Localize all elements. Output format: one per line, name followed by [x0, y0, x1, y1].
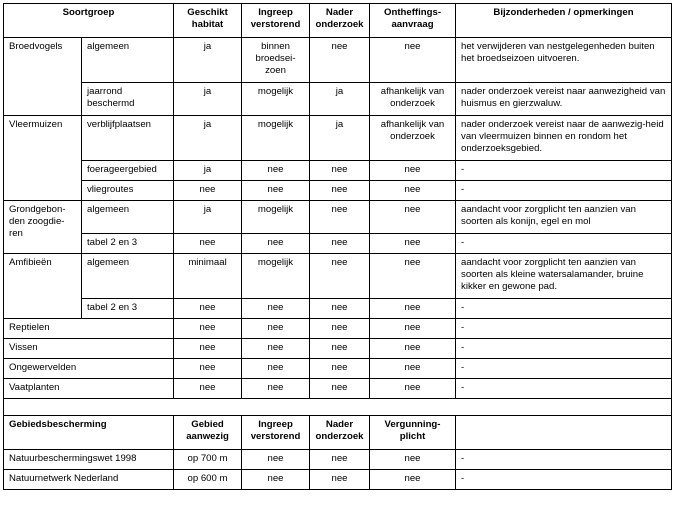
remark-cell: - — [456, 470, 672, 490]
ingreep-cell: nee — [242, 299, 310, 319]
remark-cell: - — [456, 234, 672, 254]
ingreep-cell: nee — [242, 379, 310, 399]
spacer-cell — [4, 399, 672, 416]
table-row — [4, 116, 672, 161]
habitat-cell: ja — [174, 201, 242, 234]
onderzoek-cell: nee — [310, 161, 370, 181]
ingreep-cell: nee — [242, 450, 310, 470]
table-row — [4, 379, 672, 399]
table-row — [4, 161, 672, 181]
table-row — [4, 359, 672, 379]
ontheffing-cell: afhankelijk van onderzoek — [370, 116, 456, 161]
subgroup-cell: algemeen — [82, 38, 174, 83]
remark-cell: - — [456, 359, 672, 379]
header-ingreep-verstorend-2: Ingreep verstorend — [242, 416, 310, 450]
ingreep-cell: binnen broedsei-zoen — [242, 38, 310, 83]
table-row — [4, 234, 672, 254]
ingreep-cell: nee — [242, 181, 310, 201]
vergunning-cell: nee — [370, 470, 456, 490]
group-amfibieen: Amfibieën — [4, 254, 82, 319]
header-nader-onderzoek: Nader onderzoek — [310, 4, 370, 38]
habitat-cell: nee — [174, 359, 242, 379]
remark-cell: aandacht voor zorgplicht ten aanzien van soorten als kleine watersalamander, bruine kikker en gewone pad. — [456, 254, 672, 299]
header-vergunningplicht: Vergunning-plicht — [370, 416, 456, 450]
subgroup-cell: tabel 2 en 3 — [82, 234, 174, 254]
ingreep-cell: nee — [242, 319, 310, 339]
remark-cell: nader onderzoek vereist naar aanwezigheid van huismus en gierzwaluw. — [456, 83, 672, 116]
group-reptielen: Reptielen — [4, 319, 174, 339]
ontheffing-cell: nee — [370, 254, 456, 299]
remark-cell: - — [456, 379, 672, 399]
table-row — [4, 339, 672, 359]
onderzoek-cell: nee — [310, 379, 370, 399]
habitat-cell: nee — [174, 379, 242, 399]
vergunning-cell: nee — [370, 450, 456, 470]
group-vaatplanten: Vaatplanten — [4, 379, 174, 399]
table-row — [4, 201, 672, 234]
remark-cell: nader onderzoek vereist naar de aanwezig-heid van vleermuizen binnen en rondom het onderzoeksgebied. — [456, 116, 672, 161]
table-row — [4, 450, 672, 470]
onderzoek-cell: ja — [310, 83, 370, 116]
ontheffing-cell: nee — [370, 161, 456, 181]
ingreep-cell: nee — [242, 359, 310, 379]
header-gebiedsbescherming: Gebiedsbescherming — [4, 416, 174, 450]
remark-cell: - — [456, 299, 672, 319]
subgroup-cell: tabel 2 en 3 — [82, 299, 174, 319]
habitat-cell: minimaal — [174, 254, 242, 299]
table-row — [4, 470, 672, 490]
header-empty — [456, 416, 672, 450]
remark-cell: aandacht voor zorgplicht ten aanzien van soorten als konijn, egel en mol — [456, 201, 672, 234]
remark-cell: het verwijderen van nestgelegenheden buiten het broedseizoen uitvoeren. — [456, 38, 672, 83]
remark-cell: - — [456, 319, 672, 339]
header-ontheffingsaanvraag: Ontheffings-aanvraag — [370, 4, 456, 38]
onderzoek-cell: nee — [310, 299, 370, 319]
ontheffing-cell: nee — [370, 181, 456, 201]
ontheffing-cell: nee — [370, 234, 456, 254]
species-table — [3, 3, 672, 490]
ingreep-cell: nee — [242, 161, 310, 181]
onderzoek-cell: nee — [310, 339, 370, 359]
onderzoek-cell: nee — [310, 450, 370, 470]
area-name-cell: Natuurnetwerk Nederland — [4, 470, 174, 490]
onderzoek-cell: nee — [310, 470, 370, 490]
table-row — [4, 181, 672, 201]
ingreep-cell: nee — [242, 234, 310, 254]
ingreep-cell: mogelijk — [242, 116, 310, 161]
onderzoek-cell: nee — [310, 319, 370, 339]
header-ingreep-verstorend: Ingreep verstorend — [242, 4, 310, 38]
table-row — [4, 38, 672, 83]
subgroup-cell: verblijfplaatsen — [82, 116, 174, 161]
habitat-cell: nee — [174, 319, 242, 339]
habitat-cell: ja — [174, 38, 242, 83]
habitat-cell: nee — [174, 181, 242, 201]
aanwezig-cell: op 700 m — [174, 450, 242, 470]
ingreep-cell: mogelijk — [242, 83, 310, 116]
section-spacer — [4, 399, 672, 416]
ontheffing-cell: nee — [370, 299, 456, 319]
ingreep-cell: nee — [242, 470, 310, 490]
table-header-row — [4, 4, 672, 38]
habitat-cell: nee — [174, 234, 242, 254]
ontheffing-cell: afhankelijk van onderzoek — [370, 83, 456, 116]
ontheffing-cell: nee — [370, 319, 456, 339]
onderzoek-cell: nee — [310, 234, 370, 254]
header-gebied-aanwezig: Gebied aanwezig — [174, 416, 242, 450]
onderzoek-cell: ja — [310, 116, 370, 161]
onderzoek-cell: nee — [310, 201, 370, 234]
table-row — [4, 319, 672, 339]
header-nader-onderzoek-2: Nader onderzoek — [310, 416, 370, 450]
group-broedvogels: Broedvogels — [4, 38, 82, 116]
group-grondgebonden: Grondgebon-den zoogdie-ren — [4, 201, 82, 254]
table-row — [4, 299, 672, 319]
header-bijzonderheden: Bijzonderheden / opmerkingen — [456, 4, 672, 38]
ontheffing-cell: nee — [370, 379, 456, 399]
habitat-cell: ja — [174, 161, 242, 181]
table-row — [4, 83, 672, 116]
ingreep-cell: nee — [242, 339, 310, 359]
ontheffing-cell: nee — [370, 201, 456, 234]
ingreep-cell: mogelijk — [242, 254, 310, 299]
species-assessment-document — [3, 3, 671, 490]
ontheffing-cell: nee — [370, 38, 456, 83]
remark-cell: - — [456, 181, 672, 201]
ontheffing-cell: nee — [370, 339, 456, 359]
subgroup-cell: vliegroutes — [82, 181, 174, 201]
habitat-cell: ja — [174, 116, 242, 161]
subgroup-cell: jaarrond beschermd — [82, 83, 174, 116]
onderzoek-cell: nee — [310, 181, 370, 201]
habitat-cell: nee — [174, 299, 242, 319]
subgroup-cell: foerageergebied — [82, 161, 174, 181]
onderzoek-cell: nee — [310, 254, 370, 299]
onderzoek-cell: nee — [310, 359, 370, 379]
group-vissen: Vissen — [4, 339, 174, 359]
group-vleermuizen: Vleermuizen — [4, 116, 82, 201]
group-ongewervelden: Ongewervelden — [4, 359, 174, 379]
remark-cell: - — [456, 339, 672, 359]
remark-cell: - — [456, 161, 672, 181]
table-row — [4, 254, 672, 299]
habitat-cell: ja — [174, 83, 242, 116]
area-name-cell: Natuurbeschermingswet 1998 — [4, 450, 174, 470]
aanwezig-cell: op 600 m — [174, 470, 242, 490]
subgroup-cell: algemeen — [82, 201, 174, 234]
ontheffing-cell: nee — [370, 359, 456, 379]
header-soortgroep: Soortgroep — [4, 4, 174, 38]
onderzoek-cell: nee — [310, 38, 370, 83]
habitat-cell: nee — [174, 339, 242, 359]
header-geschikt-habitat: Geschikt habitat — [174, 4, 242, 38]
ingreep-cell: mogelijk — [242, 201, 310, 234]
subgroup-cell: algemeen — [82, 254, 174, 299]
area-header-row — [4, 416, 672, 450]
remark-cell: - — [456, 450, 672, 470]
